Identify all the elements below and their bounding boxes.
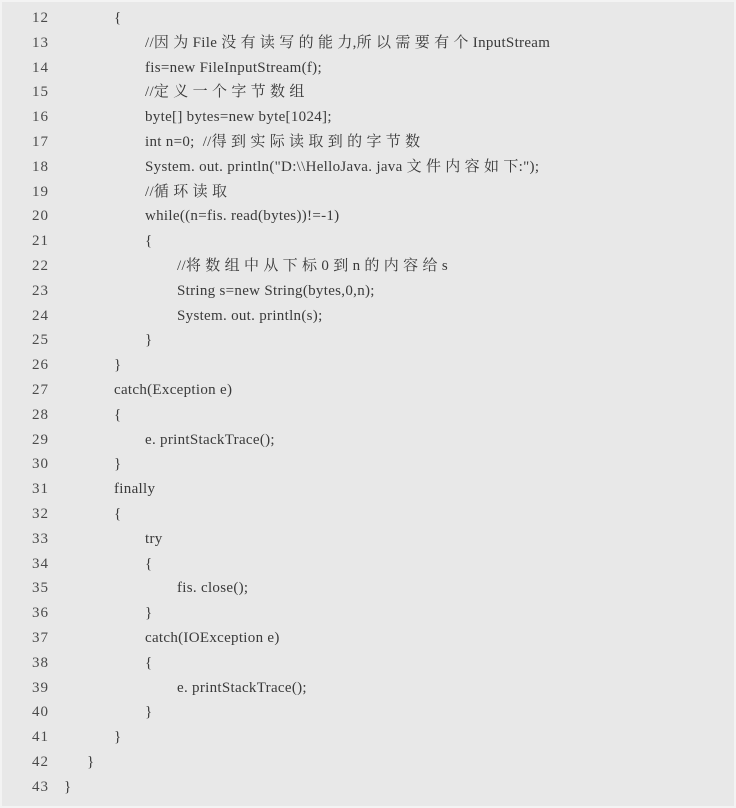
code-line xyxy=(2,601,734,626)
code-text: //循 环 读 取 xyxy=(145,183,228,200)
code-line xyxy=(2,750,734,775)
code-text: System. out. println("D:\\HelloJava. java 文 件 内 容 如 下:"); xyxy=(145,158,540,175)
line-number: 22 xyxy=(32,257,49,274)
code-text: e. printStackTrace(); xyxy=(145,431,275,448)
code-line xyxy=(2,304,734,329)
line-number: 40 xyxy=(32,704,49,721)
code-line xyxy=(2,775,734,800)
line-number: 30 xyxy=(32,456,49,473)
code-line xyxy=(2,651,734,676)
code-line xyxy=(2,80,734,105)
line-number: 26 xyxy=(32,357,49,374)
code-line xyxy=(2,130,734,155)
code-line xyxy=(2,279,734,304)
code-text: finally xyxy=(114,481,156,498)
line-number: 15 xyxy=(32,84,49,101)
code-line xyxy=(2,254,734,279)
code-line xyxy=(2,452,734,477)
line-number: 18 xyxy=(32,158,49,175)
code-line xyxy=(2,204,734,229)
code-text: { xyxy=(145,555,153,572)
line-number: 29 xyxy=(32,431,49,448)
code-line xyxy=(2,6,734,31)
code-line xyxy=(2,353,734,378)
code-text: } xyxy=(145,332,153,349)
line-number: 24 xyxy=(32,307,49,324)
code-line xyxy=(2,328,734,353)
line-number: 33 xyxy=(32,530,49,547)
code-line xyxy=(2,180,734,205)
line-number: 25 xyxy=(32,332,49,349)
line-number: 27 xyxy=(32,381,49,398)
code-text: //因 为 File 没 有 读 写 的 能 力,所 以 需 要 有 个 InputStream xyxy=(145,34,551,51)
code-text: } xyxy=(145,605,153,622)
code-text: //定 义 一 个 字 节 数 组 xyxy=(145,84,305,101)
code-line xyxy=(2,477,734,502)
code-line xyxy=(2,31,734,56)
code-line xyxy=(2,403,734,428)
code-line xyxy=(2,155,734,180)
code-text: fis. close(); xyxy=(177,580,249,597)
code-text: } xyxy=(64,778,72,795)
line-number: 38 xyxy=(32,654,49,671)
line-number: 20 xyxy=(32,208,49,225)
line-number: 14 xyxy=(32,59,49,76)
code-text: { xyxy=(114,10,122,26)
line-number: 17 xyxy=(32,133,49,150)
line-number: 41 xyxy=(32,729,49,746)
code-line xyxy=(2,700,734,725)
code-text: fis=new FileInputStream(f); xyxy=(145,59,322,76)
line-number: 28 xyxy=(32,406,49,423)
line-number: 16 xyxy=(32,109,49,126)
line-number: 36 xyxy=(32,605,49,622)
code-line xyxy=(2,676,734,701)
line-number: 12 xyxy=(32,10,49,26)
line-number: 42 xyxy=(32,753,49,770)
code-text: } xyxy=(114,456,122,473)
code-text: { xyxy=(145,654,153,671)
code-text: } xyxy=(145,704,153,721)
code-text: } xyxy=(114,729,122,746)
line-number: 23 xyxy=(32,282,49,299)
line-number: 35 xyxy=(32,580,49,597)
code-text: { xyxy=(114,406,122,423)
code-line xyxy=(2,626,734,651)
code-line xyxy=(2,229,734,254)
code-text: while((n=fis. read(bytes))!=-1) xyxy=(145,208,340,225)
code-text: { xyxy=(114,505,122,522)
code-text: { xyxy=(145,233,153,250)
code-text: } xyxy=(87,753,95,770)
code-line xyxy=(2,502,734,527)
line-number: 37 xyxy=(32,629,49,646)
line-number: 43 xyxy=(32,778,49,795)
code-line xyxy=(2,552,734,577)
code-line xyxy=(2,428,734,453)
line-number: 21 xyxy=(32,233,49,250)
code-line xyxy=(2,105,734,130)
line-number: 31 xyxy=(32,481,49,498)
code-line xyxy=(2,576,734,601)
code-line xyxy=(2,527,734,552)
code-text: catch(Exception e) xyxy=(114,381,233,398)
code-text: e. printStackTrace(); xyxy=(177,679,307,696)
code-text: //将 数 组 中 从 下 标 0 到 n 的 内 容 给 s xyxy=(177,257,448,274)
line-number: 13 xyxy=(32,34,49,51)
code-text: } xyxy=(114,357,122,374)
line-number: 39 xyxy=(32,679,49,696)
line-number: 34 xyxy=(32,555,49,572)
code-text: try xyxy=(145,530,163,547)
code-text: byte[] bytes=new byte[1024]; xyxy=(145,109,332,126)
code-line xyxy=(2,725,734,750)
line-number: 19 xyxy=(32,183,49,200)
code-text: int n=0; //得 到 实 际 读 取 到 的 字 节 数 xyxy=(145,133,421,150)
code-listing xyxy=(2,6,734,800)
code-line xyxy=(2,56,734,81)
code-text: String s=new String(bytes,0,n); xyxy=(177,282,375,299)
code-text: catch(IOException e) xyxy=(145,629,280,646)
code-line xyxy=(2,378,734,403)
code-text: System. out. println(s); xyxy=(177,307,323,324)
line-number: 32 xyxy=(32,505,49,522)
